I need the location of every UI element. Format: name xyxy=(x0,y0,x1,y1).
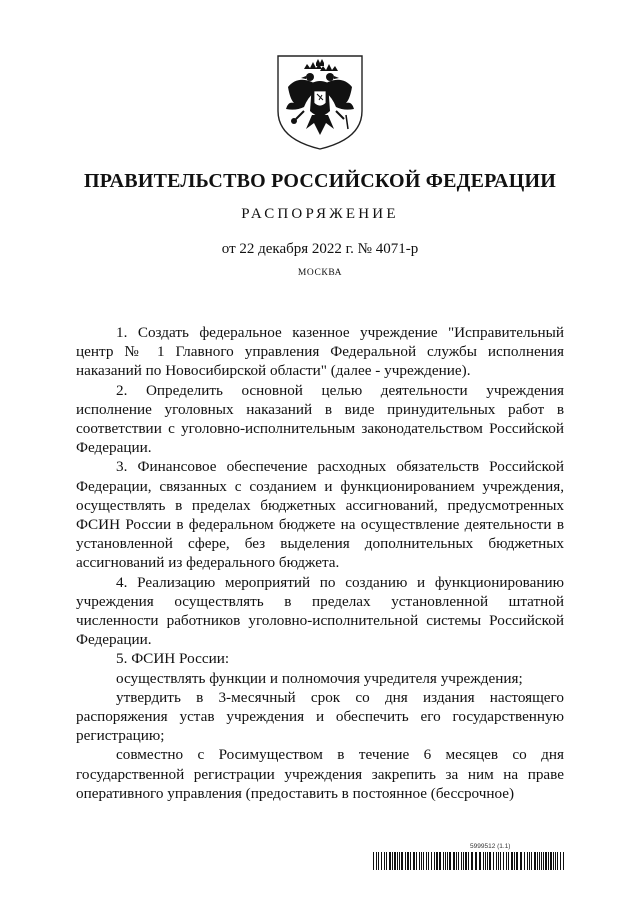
city-name: МОСКВА xyxy=(297,268,343,278)
document-date-number: от 22 декабря 2022 г. № 4071-р xyxy=(221,241,419,257)
document-type: РАСПОРЯЖЕНИЕ xyxy=(241,206,399,222)
coat-of-arms-icon xyxy=(274,53,366,151)
government-title: ПРАВИТЕЛЬСТВО РОССИЙСКОЙ ФЕДЕРАЦИИ xyxy=(84,170,556,192)
paragraph-5-item-1: осуществлять функции и полномочия учредителя учреждения; xyxy=(116,669,523,687)
barcode-icon xyxy=(373,852,566,870)
paragraph-5-item-3: совместно с Росимуществом в течение 6 месяцев со дня государственной регистрации учреждения закрепить за ним на праве оперативного управления (предоставить в постоянное (бессрочное) xyxy=(76,746,564,802)
paragraph-1: 1. Создать федеральное казенное учреждение "Исправительный центр № 1 Главного управления Федеральной службы исполнения наказаний по Новосибирской области" (далее - учреждение). xyxy=(76,324,564,380)
paragraph-5: 5. ФСИН России: xyxy=(116,650,230,668)
document-body xyxy=(76,323,564,803)
paragraph-3: 3. Финансовое обеспечение расходных обязательств Российской Федерации, связанных с созданием и функционированием учреждения, осуществлять в пределах бюджетных ассигнований, предусмотренных ФСИН России в федеральном бюджете на осуществление деятельности в установленной сфере, без выделения дополнительных бюджетных ассигнований из федерального бюджета. xyxy=(76,458,564,572)
document-code: 5999512 (1.1) xyxy=(470,843,511,850)
paragraph-5-item-2: утвердить в 3-месячный срок со дня издания настоящего распоряжения устав учреждения и обеспечить его государственную регистрацию; xyxy=(76,688,564,745)
paragraph-4: 4. Реализацию мероприятий по созданию и функционированию учреждения осуществлять в пределах установленной штатной численности работников уголовно-исполнительной системы Российской Федерации. xyxy=(76,573,564,649)
paragraph-2: 2. Определить основной целью деятельности учреждения исполнение уголовных наказаний в виде принудительных работ в соответствии с уголовно-исполнительным законодательством Российской Федерации. xyxy=(76,381,564,457)
